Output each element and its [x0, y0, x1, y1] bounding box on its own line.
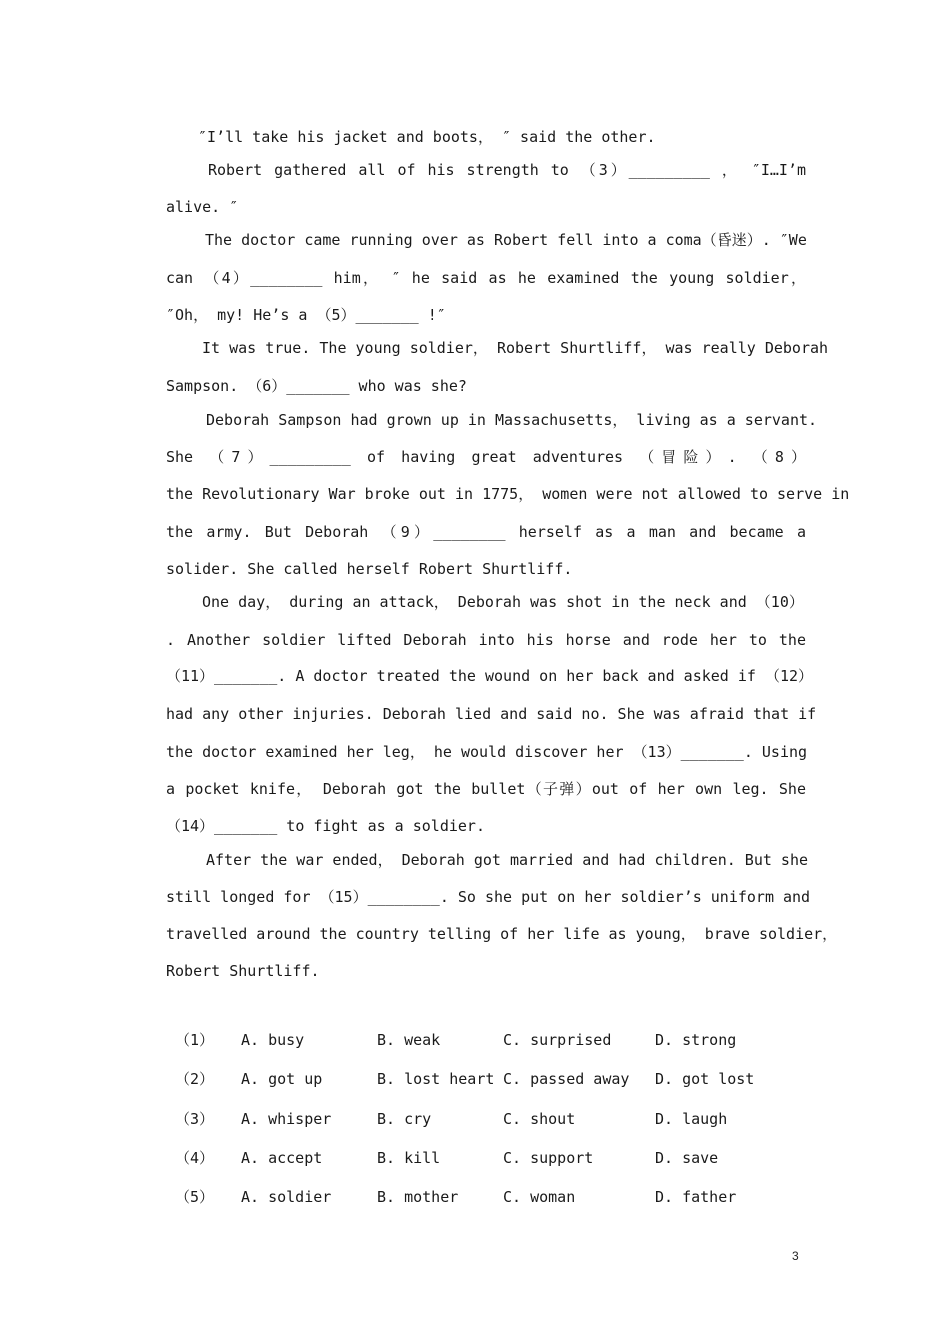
passage-line: Deborah Sampson had grown up in Massachusetts， living as a servant.: [206, 411, 818, 429]
passage-line: The doctor came running over as Robert fell into a coma（昏迷）. ″We: [205, 231, 807, 249]
passage-line: the doctor examined her leg， he would discover her （13）_______. Using: [166, 743, 808, 761]
option-a: A. whisper: [241, 1110, 332, 1128]
passage-line: （11）_______. A doctor treated the wound on her back and asked if （12）: [166, 667, 813, 685]
page-number: 3: [792, 1249, 799, 1263]
option-a: A. got up: [241, 1070, 323, 1088]
option-c: C. shout: [503, 1110, 576, 1128]
question-number: （3）: [175, 1110, 215, 1128]
passage-line: had any other injuries. Deborah lied and said no. She was afraid that if: [166, 705, 817, 723]
passage-line: Robert Shurtliff.: [166, 962, 320, 980]
passage-line: （14）_______ to fight as a soldier.: [166, 817, 485, 835]
passage-line: It was true. The young soldier， Robert Shurtliff， was really Deborah: [202, 339, 829, 357]
option-d: D. got lost: [655, 1070, 755, 1088]
passage-line: alive. ″: [166, 198, 239, 216]
option-b: B. lost heart: [377, 1070, 495, 1088]
passage-line: Robert gathered all of his strength to （3）_________ ， ″I…I’m: [208, 161, 806, 179]
passage-line: can （4）________ him， ″ he said as he examined the young soldier，: [166, 269, 806, 287]
option-a: A. accept: [241, 1149, 323, 1167]
option-b: B. cry: [377, 1110, 432, 1128]
passage-line: After the war ended， Deborah got married and had children. But she: [206, 851, 808, 869]
question-number: （1）: [175, 1031, 215, 1049]
passage-line: She （7）_________ of having great adventures （冒险）. （8）: [166, 448, 806, 466]
option-d: D. father: [655, 1188, 737, 1206]
passage-line: the Revolutionary War broke out in 1775， women were not allowed to serve in: [166, 485, 850, 503]
passage-line: travelled around the country telling of her life as young， brave soldier，: [166, 925, 838, 943]
option-c: C. support: [503, 1149, 594, 1167]
option-a: A. soldier: [241, 1188, 332, 1206]
question-number: （2）: [175, 1070, 215, 1088]
option-c: C. surprised: [503, 1031, 612, 1049]
passage-line: ″Oh， my! He’s a （5）_______ !″: [166, 306, 446, 324]
passage-line: ″I’ll take his jacket and boots， ″ said the other.: [198, 128, 656, 146]
option-d: D. laugh: [655, 1110, 728, 1128]
option-d: D. save: [655, 1149, 719, 1167]
passage-line: still longed for （15）________. So she put on her soldier’s uniform and: [166, 888, 811, 906]
passage-line: One day， during an attack， Deborah was shot in the neck and （10）: [202, 593, 804, 611]
option-a: A. busy: [241, 1031, 305, 1049]
passage-line: . Another soldier lifted Deborah into his horse and rode her to the: [166, 631, 806, 649]
option-b: B. kill: [377, 1149, 441, 1167]
question-number: （4）: [175, 1149, 215, 1167]
passage-line: Sampson. （6）_______ who was she?: [166, 377, 467, 395]
option-c: C. passed away: [503, 1070, 630, 1088]
passage-line: the army. But Deborah （9）________ herself as a man and became a: [166, 523, 806, 541]
option-c: C. woman: [503, 1188, 576, 1206]
passage-line: solider. She called herself Robert Shurtliff.: [166, 560, 573, 578]
option-b: B. mother: [377, 1188, 459, 1206]
option-b: B. weak: [377, 1031, 441, 1049]
option-d: D. strong: [655, 1031, 737, 1049]
question-number: （5）: [175, 1188, 215, 1206]
passage-line: a pocket knife， Deborah got the bullet（子弹）out of her own leg. She: [166, 780, 806, 798]
